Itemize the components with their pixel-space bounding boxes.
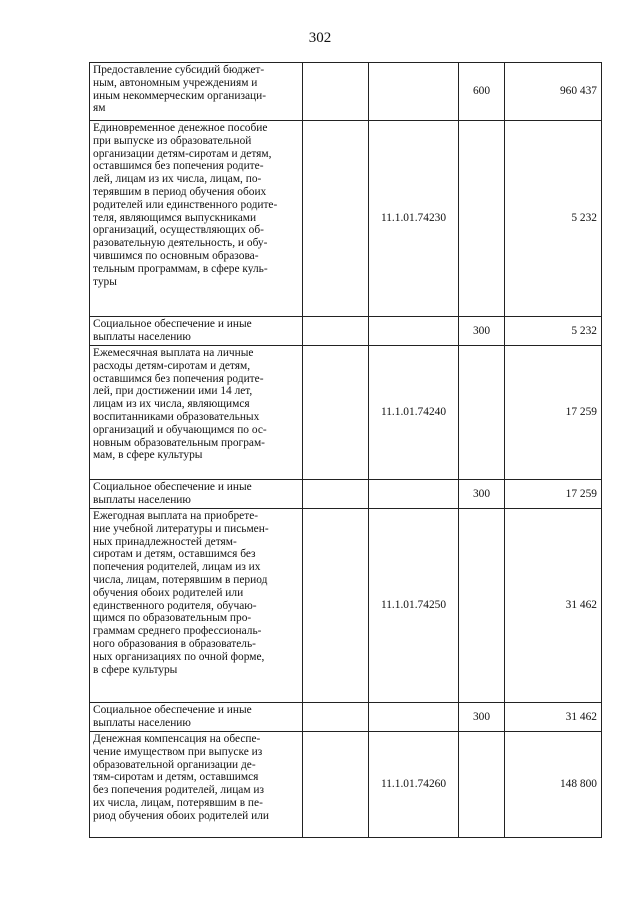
table-row [90, 121, 602, 317]
budget-table-body [90, 63, 602, 838]
expense-name-line: обучения обоих родителей или [93, 586, 244, 599]
program-code-cell: 11.1.01.74260 [369, 732, 459, 838]
expense-name-line: риод обучения обоих родителей или [93, 809, 269, 822]
expense-name-line: при выпуске из образовательной [93, 134, 252, 147]
empty-column-cell [303, 480, 369, 509]
expense-name-line: разовательную деятельность, и обу- [93, 237, 268, 250]
expense-name-line: расходы детям-сиротам и детям, [93, 359, 251, 372]
expense-name-line: Социальное обеспечение и иные [93, 318, 252, 330]
expense-name-line: мам, в сфере культуры [93, 449, 203, 462]
expense-name-line: чение имуществом при выпуске из [93, 745, 263, 758]
empty-column-cell [303, 703, 369, 732]
expense-name-line: ных организациях по очной форме, [93, 650, 265, 663]
program-code-cell [369, 703, 459, 732]
expense-name-cell [90, 346, 303, 480]
expense-name-line: лей, при достижении ими 14 лет, [93, 385, 253, 398]
expense-name-line: образовательной организации де- [93, 758, 256, 771]
expense-type-cell [459, 732, 505, 838]
program-code-cell: 11.1.01.74230 [369, 121, 459, 317]
expense-name-line: родителей или единственного родите- [93, 198, 278, 211]
expense-name-line: оставшимся без попечения родите- [93, 372, 264, 385]
expense-type-cell [459, 121, 505, 317]
expense-name-line: ям [93, 102, 106, 115]
expense-name-line: сиротам и детям, оставшимся без [93, 548, 256, 561]
expense-type-cell: 300 [459, 317, 505, 346]
expense-name-line: теля, являющимся выпускниками [93, 211, 257, 224]
expense-name-line: организаций, осуществляющих об- [93, 224, 264, 237]
expense-name-cell [90, 317, 303, 346]
expense-name-line: их числа, лицам, потерявшим в пе- [93, 796, 263, 809]
expense-name-line: единственного родителя, обучаю- [93, 599, 257, 612]
expense-name-cell [90, 703, 303, 732]
amount-cell: 17 259 [505, 480, 602, 509]
expense-name-line: попечения родителей, лицам из их [93, 561, 261, 574]
expense-name-cell [90, 480, 303, 509]
page-number: 302 [308, 30, 332, 46]
expense-name-line: Денежная компенсация на обеспе- [93, 733, 261, 745]
expense-name-line: организаций и обучающимся по ос- [93, 423, 267, 436]
table-row [90, 63, 602, 121]
expense-name-cell [90, 732, 303, 838]
empty-column-cell [303, 63, 369, 121]
expense-type-cell [459, 346, 505, 480]
program-code-cell [369, 480, 459, 509]
expense-name-line: ным, автономным учреждениям и [93, 76, 258, 89]
expense-name-line: щимся по образовательным про- [93, 612, 252, 625]
expense-name-cell [90, 509, 303, 703]
amount-cell: 960 437 [505, 63, 602, 121]
expense-name-line: терявшим в период обучения обоих [93, 185, 267, 198]
expense-name-line: оставшимся без попечения родите- [93, 160, 264, 173]
expense-name-line: числа, лицам, потерявшим в период [93, 573, 268, 586]
expense-name-line: тельным программам, в сфере куль- [93, 262, 268, 275]
amount-cell: 148 800 [505, 732, 602, 838]
expense-name-line: Социальное обеспечение и иные [93, 704, 252, 716]
expense-type-cell [459, 509, 505, 703]
expense-name-line: тям-сиротам и детям, оставшимся [93, 771, 259, 784]
amount-cell: 5 232 [505, 121, 602, 317]
expense-name-line: Ежемесячная выплата на личные [93, 347, 254, 359]
program-code-cell: 11.1.01.74240 [369, 346, 459, 480]
empty-column-cell [303, 121, 369, 317]
amount-cell: 31 462 [505, 509, 602, 703]
expense-name-line: выплаты населению [93, 716, 191, 729]
expense-name-line: выплаты населению [93, 330, 191, 343]
expense-name-cell [90, 121, 303, 317]
expense-name-line: лей, лицам из их числа, лицам, по- [93, 173, 262, 186]
expense-name-line: Единовременное денежное пособие [93, 122, 268, 134]
expense-name-line: ние учебной литературы и письмен- [93, 522, 269, 535]
expense-type-cell: 300 [459, 480, 505, 509]
expense-name-line: чившимся по основным образова- [93, 249, 259, 262]
expense-name-line: новным образовательным програм- [93, 436, 265, 449]
expense-type-cell: 600 [459, 63, 505, 121]
expense-name-line: лицам из их числа, являющимся [93, 398, 250, 411]
program-code-cell [369, 63, 459, 121]
expense-name-line: ного образования в образователь- [93, 637, 256, 650]
table-row [90, 346, 602, 480]
empty-column-cell [303, 509, 369, 703]
empty-column-cell [303, 346, 369, 480]
expense-name-line: Предоставление субсидий бюджет- [93, 64, 265, 76]
expense-name-line: воспитанниками образовательных [93, 410, 260, 423]
expense-name-line: граммам среднего профессиональ- [93, 625, 262, 638]
empty-column-cell [303, 317, 369, 346]
expense-type-cell: 300 [459, 703, 505, 732]
expense-name-line: Социальное обеспечение и иные [93, 481, 252, 493]
table-row [90, 317, 602, 346]
expense-name-line: туры [93, 275, 117, 288]
amount-cell: 31 462 [505, 703, 602, 732]
program-code-cell: 11.1.01.74250 [369, 509, 459, 703]
program-code-cell [369, 317, 459, 346]
table-row [90, 703, 602, 732]
expense-name-line: иным некоммерческим организаци- [93, 89, 267, 102]
empty-column-cell [303, 732, 369, 838]
budget-table [89, 62, 602, 838]
expense-name-line: выплаты населению [93, 493, 191, 506]
table-row [90, 480, 602, 509]
expense-name-line: в сфере культуры [93, 663, 178, 676]
amount-cell: 17 259 [505, 346, 602, 480]
expense-name-line: без попечения родителей, лицам из [93, 784, 265, 797]
table-row [90, 509, 602, 703]
expense-name-line: организации детям-сиротам и детям, [93, 147, 272, 160]
expense-name-line: Ежегодная выплата на приобрете- [93, 510, 259, 522]
amount-cell: 5 232 [505, 317, 602, 346]
table-row [90, 732, 602, 838]
expense-name-line: ных принадлежностей детям- [93, 535, 237, 548]
expense-name-cell [90, 63, 303, 121]
